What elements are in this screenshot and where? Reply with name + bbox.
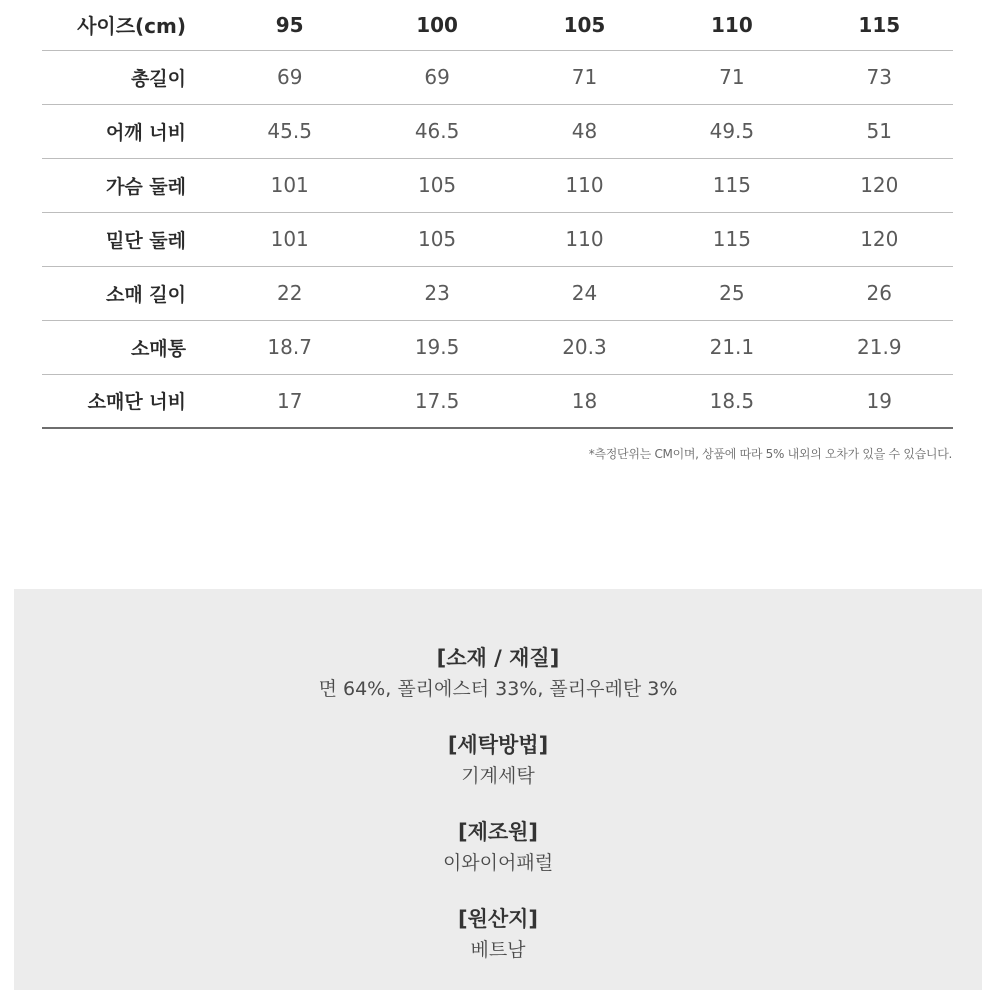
- table-cell: 19.5: [363, 320, 510, 374]
- table-cell: 110: [511, 212, 658, 266]
- table-cell: 51: [806, 104, 953, 158]
- size-header-label: 사이즈(cm): [42, 0, 216, 50]
- table-cell: 18.5: [658, 374, 805, 428]
- info-value: 기계세탁: [461, 765, 535, 787]
- table-row: [42, 320, 953, 374]
- table-cell: 69: [363, 50, 510, 104]
- material-info: [14, 644, 982, 702]
- info-value: 이와이어패럴: [442, 852, 554, 874]
- table-row: [42, 212, 953, 266]
- info-title: [소재 / 재질]: [436, 646, 560, 670]
- info-title: [원산지]: [457, 907, 539, 931]
- manufacturer-info: [14, 818, 982, 876]
- info-value: 면 64%, 폴리에스터 33%, 폴리우레탄 3%: [318, 678, 678, 700]
- table-cell: 101: [216, 158, 363, 212]
- size-header-cell: 105: [511, 0, 658, 50]
- table-row: [42, 104, 953, 158]
- table-cell: 71: [658, 50, 805, 104]
- table-cell: 21.9: [806, 320, 953, 374]
- size-header-cell: 95: [216, 0, 363, 50]
- table-cell: 101: [216, 212, 363, 266]
- table-cell: 46.5: [363, 104, 510, 158]
- table-cell: 24: [511, 266, 658, 320]
- table-cell: 19: [806, 374, 953, 428]
- table-row: [42, 158, 953, 212]
- size-header-cell: 115: [806, 0, 953, 50]
- row-label: 가슴 둘레: [42, 158, 216, 212]
- measurement-note: *측정단위는 CM이며, 상품에 따라 5% 내외의 오차가 있을 수 있습니다.: [588, 447, 952, 461]
- table-cell: 49.5: [658, 104, 805, 158]
- table-cell: 120: [806, 158, 953, 212]
- size-header-cell: 100: [363, 0, 510, 50]
- row-label: 어깨 너비: [42, 104, 216, 158]
- table-cell: 105: [363, 212, 510, 266]
- table-cell: 110: [511, 158, 658, 212]
- table-cell: 115: [658, 212, 805, 266]
- table-cell: 18.7: [216, 320, 363, 374]
- table-row: [42, 50, 953, 104]
- row-label: 소매단 너비: [42, 374, 216, 428]
- row-label: 소매통: [42, 320, 216, 374]
- size-header-cell: 110: [658, 0, 805, 50]
- table-cell: 105: [363, 158, 510, 212]
- table-cell: 115: [658, 158, 805, 212]
- table-cell: 23: [363, 266, 510, 320]
- table-cell: 25: [658, 266, 805, 320]
- row-label: 소매 길이: [42, 266, 216, 320]
- size-chart-header-row: [42, 0, 953, 50]
- row-label: 총길이: [42, 50, 216, 104]
- info-title: [제조원]: [457, 820, 539, 844]
- table-cell: 17.5: [363, 374, 510, 428]
- table-cell: 17: [216, 374, 363, 428]
- table-cell: 18: [511, 374, 658, 428]
- table-cell: 120: [806, 212, 953, 266]
- info-value: 베트남: [470, 939, 526, 961]
- size-chart-table: [42, 0, 953, 429]
- washing-info: [14, 731, 982, 789]
- table-cell: 45.5: [216, 104, 363, 158]
- table-row: [42, 266, 953, 320]
- info-title: [세탁방법]: [447, 733, 549, 757]
- table-cell: 73: [806, 50, 953, 104]
- table-cell: 71: [511, 50, 658, 104]
- table-cell: 21.1: [658, 320, 805, 374]
- table-cell: 26: [806, 266, 953, 320]
- table-cell: 20.3: [511, 320, 658, 374]
- table-cell: 22: [216, 266, 363, 320]
- table-row: [42, 374, 953, 428]
- row-label: 밑단 둘레: [42, 212, 216, 266]
- product-info-panel: [14, 589, 982, 990]
- table-cell: 48: [511, 104, 658, 158]
- origin-info: [14, 905, 982, 963]
- table-cell: 69: [216, 50, 363, 104]
